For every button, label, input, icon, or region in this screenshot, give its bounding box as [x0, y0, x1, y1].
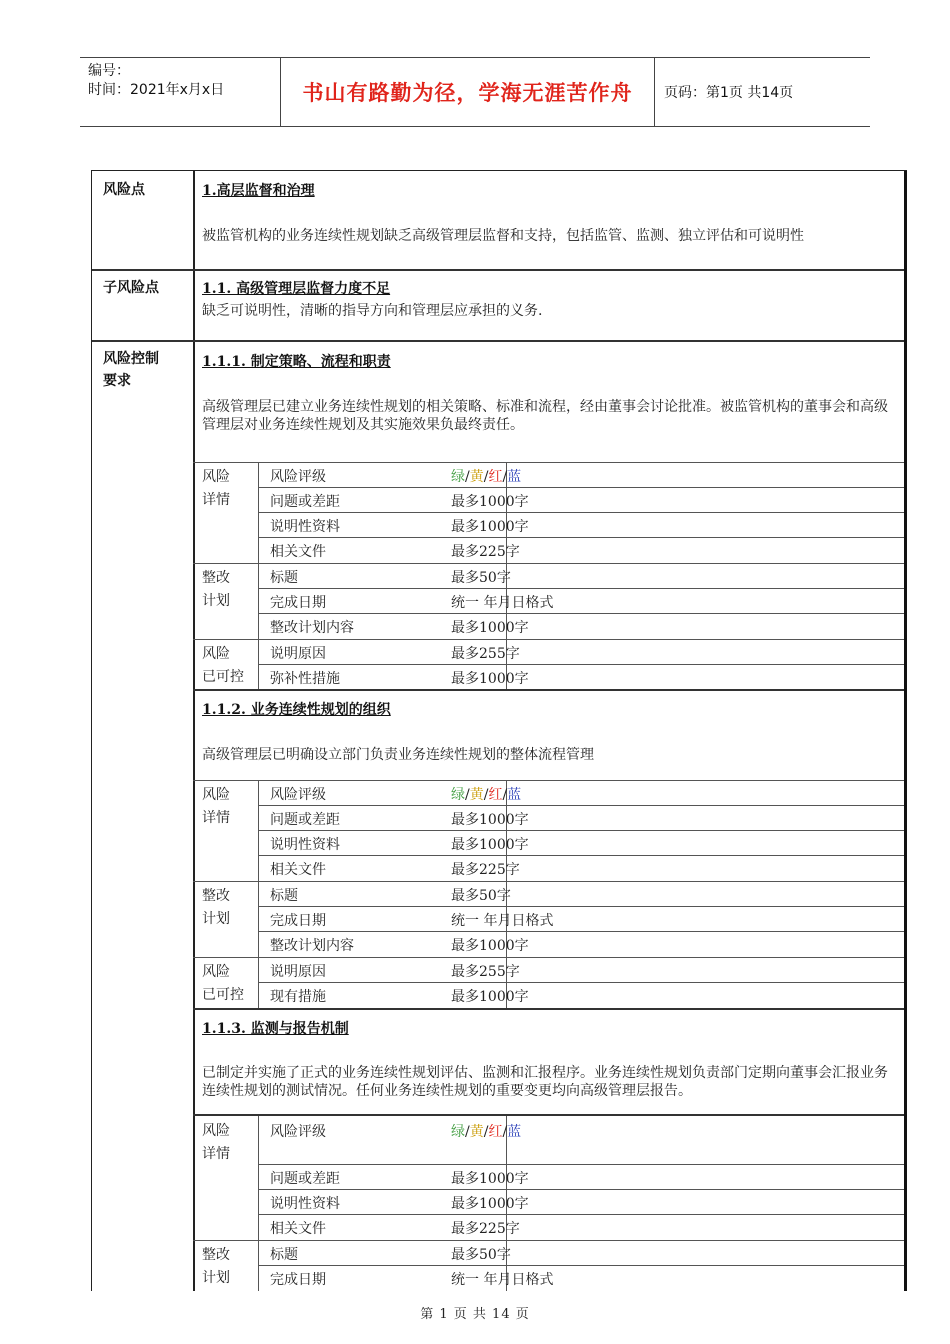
table-right-border [904, 171, 907, 1291]
table-row [258, 1164, 904, 1190]
row-value: 最多1000字 [451, 671, 529, 687]
group-label: 详情 [202, 810, 230, 826]
rating-red: 红 [488, 1124, 503, 1140]
sub-risk-label: 子风险点 [103, 280, 159, 296]
row-value: 统一 年月日格式 [451, 1272, 554, 1288]
rating-separator: / [483, 1124, 489, 1140]
row-key: 风险评级 [270, 469, 326, 485]
table-row [258, 1265, 904, 1292]
group-remediation-plan [193, 563, 258, 640]
rating-separator: / [465, 469, 470, 485]
row-value: 最多1000字 [451, 494, 529, 510]
group-risk-detail [193, 780, 258, 882]
row-key: 风险评级 [270, 787, 326, 803]
table-row [258, 881, 904, 907]
row-value: 最多1000字 [451, 1196, 529, 1212]
row-key: 相关文件 [270, 544, 326, 560]
table-row [258, 563, 904, 589]
row-key: 标题 [270, 570, 298, 586]
row-divider [193, 1008, 904, 1010]
group-remediation-plan [193, 1240, 258, 1292]
table-row [258, 613, 904, 640]
table-row [258, 588, 904, 614]
rating-blue: 蓝 [507, 469, 522, 485]
row-key: 整改计划内容 [270, 938, 354, 954]
row-key: 相关文件 [270, 1221, 326, 1237]
row-key: 说明性资料 [270, 519, 340, 535]
detail-table [193, 462, 904, 689]
rating-separator: / [483, 469, 489, 485]
row-value: 最多255字 [451, 646, 520, 662]
table-row [258, 664, 904, 690]
rating-separator: / [502, 787, 508, 803]
risk-rating-options [451, 466, 521, 486]
row-value: 最多225字 [451, 1221, 520, 1237]
rating-green: 绿 [451, 1124, 465, 1140]
control-description: 已制定并实施了正式的业务连续性规划评估、监测和汇报程序。业务连续性规划负责部门定期向董事会汇报业务连续性规划的测试情况。任何业务连续性规划的重要变更均向高级管理层报告。 [202, 1065, 888, 1099]
row-value: 最多1000字 [451, 519, 529, 535]
control-description: 高级管理层已明确设立部门负责业务连续性规划的整体流程管理 [202, 747, 594, 763]
row-value: 最多1000字 [451, 837, 529, 853]
row-value: 最多1000字 [451, 812, 529, 828]
header-motto: 书山有路勤为径，学海无涯苦作舟 [302, 80, 633, 105]
row-value: 最多1000字 [451, 938, 529, 954]
row-value: 最多50字 [451, 1247, 511, 1263]
control-description: 高级管理层已建立业务连续性规划的相关策略、标准和流程，经由董事会讨论批准。被监管机构的董事会和高级管理层对业务连续性规划及其实施效果负最终责任。 [202, 399, 888, 433]
control-label-line2: 要求 [103, 373, 131, 389]
row-value: 统一 年月日格式 [451, 913, 554, 929]
group-risk-controlled [193, 957, 258, 1009]
table-row [258, 780, 904, 806]
row-divider [193, 689, 904, 691]
group-label: 计划 [202, 593, 230, 609]
rating-blue: 蓝 [507, 1124, 522, 1140]
control-label-line1: 风险控制 [103, 351, 159, 367]
row-value: 最多225字 [451, 544, 520, 560]
row-key: 标题 [270, 888, 298, 904]
row-value: 最多255字 [451, 964, 520, 980]
table-row [258, 1116, 904, 1164]
row-key: 完成日期 [270, 1272, 326, 1288]
group-label: 详情 [202, 492, 230, 508]
rating-yellow: 黄 [469, 469, 484, 485]
row-key: 整改计划内容 [270, 620, 354, 636]
group-label: 风险 [202, 1123, 230, 1139]
table-row [258, 906, 904, 932]
group-label: 整改 [202, 1247, 230, 1263]
row-value: 统一 年月日格式 [451, 595, 554, 611]
row-key: 问题或差距 [270, 1171, 340, 1187]
header-divider [654, 58, 655, 126]
table-row [258, 1240, 904, 1266]
table-row [258, 1214, 904, 1241]
row-value: 最多1000字 [451, 1171, 529, 1187]
control-requirement-label [103, 348, 159, 392]
table-row [258, 1189, 904, 1215]
risk-rating-options [451, 784, 521, 804]
table-row [258, 462, 904, 488]
document-number-label: 编号： [88, 63, 130, 79]
header-page-info: 页码：第1页 共14页 [664, 85, 794, 101]
group-label: 已可控 [202, 987, 244, 1003]
row-key: 问题或差距 [270, 812, 340, 828]
rating-separator: / [502, 469, 508, 485]
rating-green: 绿 [451, 787, 465, 803]
risk-rating-options [451, 1121, 521, 1141]
row-key: 说明原因 [270, 646, 326, 662]
risk-point-description: 被监管机构的业务连续性规划缺乏高级管理层监督和支持，包括监管、监测、独立评估和可说明性 [202, 228, 804, 244]
group-risk-detail [193, 1116, 258, 1240]
detail-table [193, 780, 904, 1008]
sub-risk-description: 缺乏可说明性，清晰的指导方向和管理层应承担的义务. [202, 303, 543, 319]
table-row [258, 855, 904, 882]
page-footer: 第 1 页 共 14 页 [420, 1307, 530, 1322]
rating-red: 红 [488, 469, 503, 485]
control-title: 1.1.3. 监测与报告机制 [202, 1021, 349, 1037]
rating-blue: 蓝 [507, 787, 522, 803]
risk-point-label: 风险点 [103, 182, 145, 198]
rating-yellow: 黄 [469, 1124, 484, 1140]
row-divider [92, 340, 904, 342]
rating-separator: / [465, 1124, 470, 1140]
table-row [258, 830, 904, 856]
group-remediation-plan [193, 881, 258, 958]
table-row [258, 487, 904, 513]
row-key: 标题 [270, 1247, 298, 1263]
row-key: 问题或差距 [270, 494, 340, 510]
group-label: 详情 [202, 1146, 230, 1162]
document-time: 时间：2021年x月x日 [88, 82, 225, 98]
header-meta [88, 62, 278, 100]
group-label: 风险 [202, 646, 230, 662]
row-key: 说明性资料 [270, 1196, 340, 1212]
row-key: 说明原因 [270, 964, 326, 980]
control-title: 1.1.1. 制定策略、流程和职责 [202, 354, 391, 370]
detail-table [193, 1116, 904, 1291]
table-row [258, 512, 904, 538]
rating-separator: / [483, 787, 489, 803]
group-risk-detail [193, 462, 258, 564]
rating-red: 红 [488, 787, 503, 803]
row-divider [92, 269, 904, 271]
group-label: 风险 [202, 469, 230, 485]
group-label: 风险 [202, 787, 230, 803]
rating-yellow: 黄 [469, 787, 484, 803]
risk-table [91, 170, 907, 1291]
table-row [258, 957, 904, 983]
sub-risk-title: 1.1. 高级管理层监督力度不足 [202, 281, 391, 297]
table-row [258, 805, 904, 831]
rating-separator: / [502, 1124, 508, 1140]
row-value: 最多50字 [451, 888, 511, 904]
table-row [258, 639, 904, 665]
group-label: 已可控 [202, 669, 244, 685]
row-key: 完成日期 [270, 595, 326, 611]
row-value: 最多50字 [451, 570, 511, 586]
group-risk-controlled [193, 639, 258, 690]
row-value: 最多225字 [451, 862, 520, 878]
control-title: 1.1.2. 业务连续性规划的组织 [202, 702, 391, 718]
group-label: 风险 [202, 964, 230, 980]
row-key: 风险评级 [270, 1124, 326, 1140]
row-key: 现有措施 [270, 989, 326, 1005]
table-row [258, 537, 904, 564]
group-label: 计划 [202, 911, 230, 927]
rating-separator: / [465, 787, 470, 803]
rating-green: 绿 [451, 469, 465, 485]
row-key: 说明性资料 [270, 837, 340, 853]
document-header [80, 57, 870, 127]
row-key: 完成日期 [270, 913, 326, 929]
group-label: 整改 [202, 888, 230, 904]
row-value: 最多1000字 [451, 989, 529, 1005]
table-row [258, 931, 904, 958]
group-label: 计划 [202, 1270, 230, 1286]
table-row [258, 982, 904, 1009]
risk-point-title: 1.高层监督和治理 [202, 183, 315, 199]
row-value: 最多1000字 [451, 620, 529, 636]
group-label: 整改 [202, 570, 230, 586]
row-key: 弥补性措施 [270, 671, 340, 687]
row-key: 相关文件 [270, 862, 326, 878]
